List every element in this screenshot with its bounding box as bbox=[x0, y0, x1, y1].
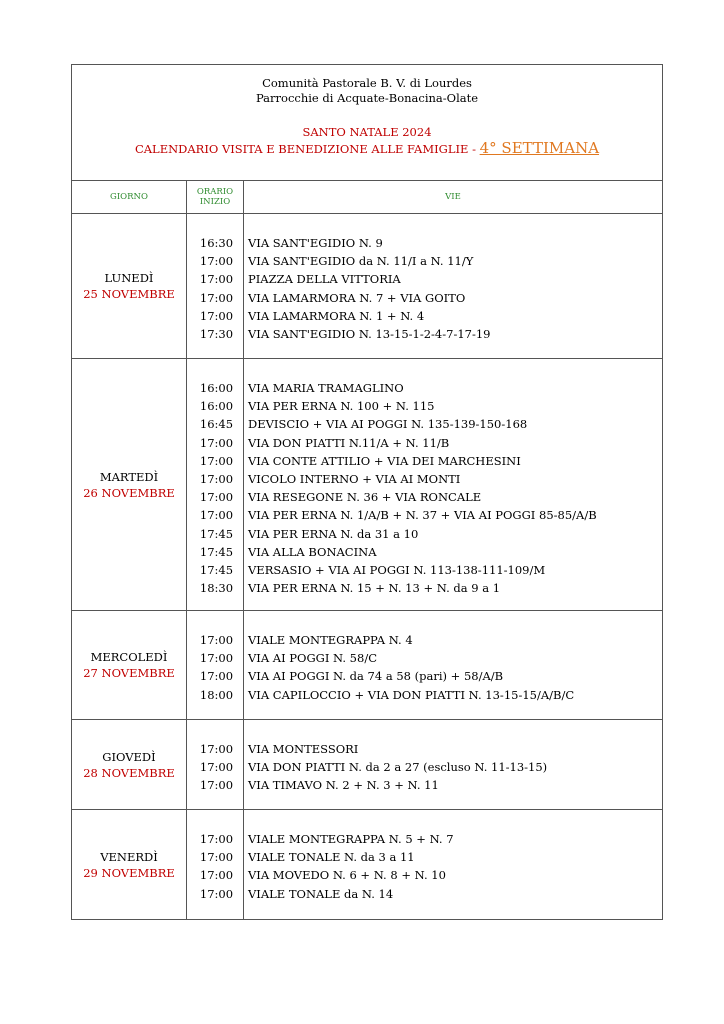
entry-time: 16:45 bbox=[199, 417, 234, 432]
entry-time: 17:00 bbox=[199, 832, 234, 846]
schedule-entry bbox=[187, 307, 662, 325]
entry-time: 16:00 bbox=[199, 381, 234, 395]
entry-time: 17:00 bbox=[199, 508, 234, 523]
entry-road: VIA LAMARMORA N. 1 + N. 4 bbox=[248, 308, 425, 323]
day-date: 25 NOVEMBRE bbox=[83, 287, 175, 301]
subtitle-text: CALENDARIO VISITA E BENEDIZIONE ALLE FAMIGLIE - bbox=[134, 142, 476, 156]
entry-road: VIA SANT'EGIDIO N. 9 bbox=[248, 236, 383, 250]
entry-road: VIALE TONALE N. da 3 a 11 bbox=[248, 850, 415, 865]
entry-road: VIA AI POGGI N. 58/C bbox=[248, 651, 377, 666]
day-name: MARTEDÌ bbox=[99, 469, 159, 484]
schedule-entry bbox=[187, 506, 662, 524]
entry-road: VIALE TONALE da N. 14 bbox=[248, 886, 394, 901]
entry-road: VIA PER ERNA N. 100 + N. 115 bbox=[248, 399, 435, 414]
schedule-entry bbox=[187, 830, 662, 848]
entry-time: 17:30 bbox=[199, 326, 234, 341]
entry-time: 16:00 bbox=[199, 399, 234, 414]
schedule-entry bbox=[187, 866, 662, 884]
entry-road: VIA PER ERNA N. 1/A/B + N. 37 + VIA AI POGGI 85-85/A/B bbox=[248, 508, 597, 523]
entries-cell bbox=[187, 611, 662, 719]
column-header-day: GIORNO bbox=[72, 181, 187, 213]
day-row bbox=[72, 611, 662, 720]
schedule-entry bbox=[187, 452, 662, 470]
column-header-time bbox=[187, 181, 244, 213]
schedule-entry bbox=[187, 885, 662, 903]
entry-time: 17:00 bbox=[199, 308, 234, 323]
day-row bbox=[72, 810, 662, 919]
day-row bbox=[72, 359, 662, 611]
schedule-entry bbox=[187, 776, 662, 794]
entry-time: 17:00 bbox=[199, 290, 234, 305]
column-header-roads: VIE bbox=[445, 192, 461, 202]
day-cell bbox=[72, 810, 187, 919]
day-date: 27 NOVEMBRE bbox=[83, 666, 175, 680]
schedule-entry bbox=[187, 631, 662, 649]
schedule-entry bbox=[187, 470, 662, 488]
schedule-entry bbox=[187, 667, 662, 685]
entry-road: VIALE MONTEGRAPPA N. 4 bbox=[248, 633, 413, 647]
entry-road: VIA LAMARMORA N. 7 + VIA GOITO bbox=[248, 290, 466, 305]
community-name: Comunità Pastorale B. V. di Lourdes bbox=[262, 76, 472, 90]
schedule-entry bbox=[187, 488, 662, 506]
day-name: MERCOLEDÌ bbox=[90, 650, 168, 664]
entries-cell bbox=[187, 810, 662, 919]
day-date: 28 NOVEMBRE bbox=[83, 765, 175, 780]
schedule-entry bbox=[187, 415, 662, 433]
entry-road: VIA AI POGGI N. da 74 a 58 (pari) + 58/A/B bbox=[248, 669, 504, 684]
day-name: VENERDÌ bbox=[100, 849, 158, 864]
schedule-entry bbox=[187, 434, 662, 452]
entries-cell bbox=[187, 359, 662, 610]
schedule-entry bbox=[187, 379, 662, 397]
entry-time: 17:00 bbox=[199, 633, 234, 647]
entry-time: 17:00 bbox=[199, 850, 234, 865]
day-cell bbox=[72, 720, 187, 809]
day-date: 29 NOVEMBRE bbox=[83, 865, 175, 880]
entry-road: VIA SANT'EGIDIO N. 13-15-1-2-4-7-17-19 bbox=[248, 326, 491, 341]
day-row bbox=[72, 214, 662, 359]
entry-road: VERSASIO + VIA AI POGGI N. 113-138-111-109/M bbox=[248, 562, 546, 577]
entry-road: PIAZZA DELLA VITTORIA bbox=[248, 272, 401, 287]
entry-road: VIA SANT'EGIDIO da N. 11/I a N. 11/Y bbox=[248, 254, 474, 269]
day-cell bbox=[72, 359, 187, 610]
day-cell bbox=[72, 214, 187, 358]
entries-cell bbox=[187, 214, 662, 358]
entry-road: VIA MOVEDO N. 6 + N. 8 + N. 10 bbox=[248, 868, 446, 883]
entry-time: 17:00 bbox=[199, 742, 234, 756]
entry-time: 17:45 bbox=[199, 562, 234, 577]
document-header bbox=[72, 65, 662, 181]
column-header-time-line1: ORARIO bbox=[196, 187, 234, 197]
entry-time: 17:00 bbox=[199, 778, 234, 793]
entry-road: VIA RESEGONE N. 36 + VIA RONCALE bbox=[248, 490, 482, 505]
parishes-name: Parrocchie di Acquate-Bonacina-Olate bbox=[255, 91, 479, 105]
day-row bbox=[72, 720, 662, 810]
entry-road: VIA MARIA TRAMAGLINO bbox=[248, 381, 404, 395]
entry-road: VICOLO INTERNO + VIA AI MONTI bbox=[248, 471, 461, 486]
entry-road: DEVISCIO + VIA AI POGGI N. 135-139-150-168 bbox=[248, 417, 528, 432]
entry-time: 17:45 bbox=[199, 544, 234, 559]
page-subtitle bbox=[72, 140, 662, 157]
entry-time: 18:30 bbox=[199, 581, 234, 596]
column-headers bbox=[72, 181, 662, 214]
column-header-time-line2: INIZIO bbox=[199, 197, 231, 207]
entry-time: 17:00 bbox=[199, 886, 234, 901]
entry-time: 17:00 bbox=[199, 254, 234, 269]
entry-road: VIALE MONTEGRAPPA N. 5 + N. 7 bbox=[248, 832, 454, 846]
day-cell bbox=[72, 611, 187, 719]
schedule-entry bbox=[187, 289, 662, 307]
schedule-entry bbox=[187, 397, 662, 415]
entry-time: 17:00 bbox=[199, 435, 234, 450]
entry-time: 18:00 bbox=[199, 687, 234, 702]
entry-time: 17:00 bbox=[199, 490, 234, 505]
entry-road: VIA PER ERNA N. 15 + N. 13 + N. da 9 a 1 bbox=[248, 581, 501, 596]
schedule-entry bbox=[187, 686, 662, 704]
schedule-entry bbox=[187, 758, 662, 776]
entry-time: 17:00 bbox=[199, 453, 234, 468]
page-title: SANTO NATALE 2024 bbox=[302, 125, 432, 139]
schedule-entry bbox=[187, 234, 662, 252]
week-label: 4° SETTIMANA bbox=[479, 139, 600, 157]
day-name: LUNEDÌ bbox=[104, 271, 154, 285]
entry-time: 17:00 bbox=[199, 471, 234, 486]
schedule-entry bbox=[187, 848, 662, 866]
schedule-entry bbox=[187, 270, 662, 288]
entry-time: 17:45 bbox=[199, 526, 234, 541]
schedule-entry bbox=[187, 325, 662, 343]
entry-road: VIA ALLA BONACINA bbox=[248, 544, 377, 559]
schedule-entry bbox=[187, 543, 662, 561]
schedule-entry bbox=[187, 561, 662, 579]
schedule-entry bbox=[187, 252, 662, 270]
schedule-entry bbox=[187, 649, 662, 667]
entry-time: 17:00 bbox=[199, 760, 234, 775]
entry-time: 17:00 bbox=[199, 868, 234, 883]
schedule-entry bbox=[187, 740, 662, 758]
entry-time: 17:00 bbox=[199, 669, 234, 684]
day-rows bbox=[72, 214, 662, 919]
entry-road: VIA MONTESSORI bbox=[248, 742, 359, 756]
entry-road: VIA CONTE ATTILIO + VIA DEI MARCHESINI bbox=[248, 453, 521, 468]
entry-road: VIA TIMAVO N. 2 + N. 3 + N. 11 bbox=[248, 778, 439, 793]
schedule-entry bbox=[187, 579, 662, 597]
entry-time: 17:00 bbox=[199, 272, 234, 287]
entry-road: VIA PER ERNA N. da 31 a 10 bbox=[248, 526, 419, 541]
schedule-table bbox=[71, 64, 663, 920]
entries-cell bbox=[187, 720, 662, 809]
day-name: GIOVEDÌ bbox=[102, 749, 156, 764]
entry-time: 16:30 bbox=[199, 236, 234, 250]
entry-road: VIA CAPILOCCIO + VIA DON PIATTI N. 13-15-15/A/B/C bbox=[248, 687, 575, 702]
entry-road: VIA DON PIATTI N. da 2 a 27 (escluso N. 11-13-15) bbox=[248, 760, 548, 775]
schedule-entry bbox=[187, 525, 662, 543]
day-date: 26 NOVEMBRE bbox=[83, 485, 175, 500]
entry-time: 17:00 bbox=[199, 651, 234, 666]
entry-road: VIA DON PIATTI N.11/A + N. 11/B bbox=[248, 435, 450, 450]
